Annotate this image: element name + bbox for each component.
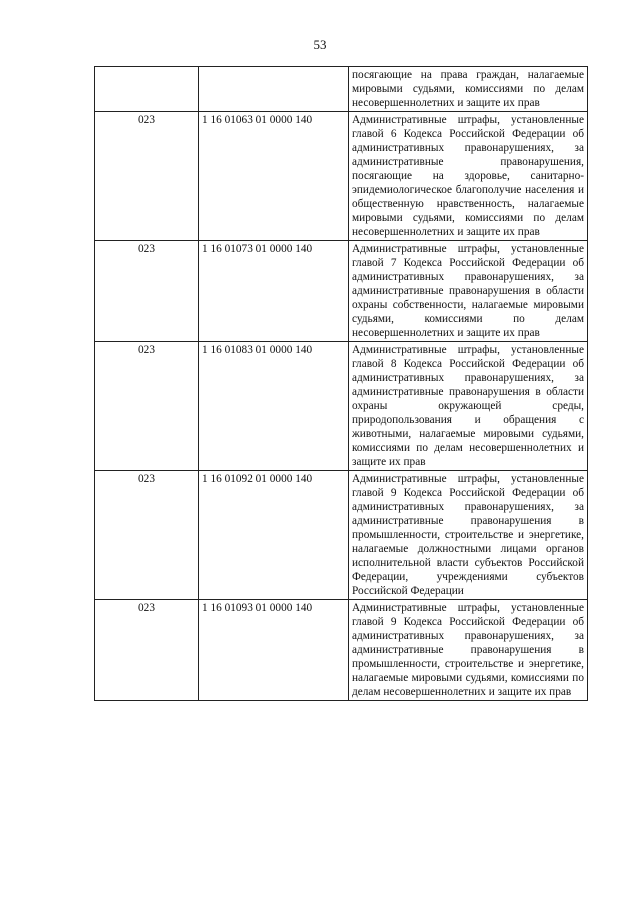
revenue-description-cell: Административные штрафы, установленные главой 7 Кодекса Российской Федерации об административных правонарушениях, за административные правонарушения в области охраны собственности, налагаемые мировыми судьями, комиссиями по делам несовершеннолетних и защите их прав — [349, 241, 588, 342]
admin-code-cell — [95, 67, 199, 112]
admin-code-cell: 023 — [95, 241, 199, 342]
budget-codes-table — [94, 66, 588, 701]
revenue-description-cell: посягающие на права граждан, налагаемые мировыми судьями, комиссиями по делам несовершеннолетних и защите их прав — [349, 67, 588, 112]
table-row — [95, 600, 588, 701]
revenue-code-cell: 1 16 01063 01 0000 140 — [199, 112, 349, 241]
revenue-code-cell: 1 16 01093 01 0000 140 — [199, 600, 349, 701]
revenue-code-cell: 1 16 01083 01 0000 140 — [199, 342, 349, 471]
table-row — [95, 241, 588, 342]
admin-code-cell: 023 — [95, 112, 199, 241]
revenue-description-cell: Административные штрафы, установленные главой 9 Кодекса Российской Федерации об административных правонарушениях, за административные правонарушения в промышленности, строительстве и энергетике, налагаемые должностными лицами органов исполнительной власти субъектов Российской Федерации, учреждениями субъектов Российской Федерации — [349, 471, 588, 600]
revenue-code-cell: 1 16 01073 01 0000 140 — [199, 241, 349, 342]
table-row — [95, 112, 588, 241]
admin-code-cell: 023 — [95, 600, 199, 701]
revenue-code-cell — [199, 67, 349, 112]
page-number: 53 — [313, 37, 327, 52]
revenue-code-cell: 1 16 01092 01 0000 140 — [199, 471, 349, 600]
revenue-description-cell: Административные штрафы, установленные главой 9 Кодекса Российской Федерации об административных правонарушениях, за административные правонарушения в промышленности, строительстве и энергетике, налагаемые мировыми судьями, комиссиями по делам несовершеннолетних и защите их прав — [349, 600, 588, 701]
admin-code-cell: 023 — [95, 342, 199, 471]
table-row — [95, 342, 588, 471]
table-row — [95, 67, 588, 112]
revenue-description-cell: Административные штрафы, установленные главой 6 Кодекса Российской Федерации об административных правонарушениях, за административные правонарушения, посягающие на здоровье, санитарно-эпидемиологическое благополучие населения и общественную нравственность, налагаемые мировыми судьями, комиссиями по делам несовершеннолетних и защите их прав — [349, 112, 588, 241]
table-row — [95, 471, 588, 600]
admin-code-cell: 023 — [95, 471, 199, 600]
revenue-description-cell: Административные штрафы, установленные главой 8 Кодекса Российской Федерации об административных правонарушениях, за административные правонарушения в области охраны окружающей среды, природопользования и обращения с животными, налагаемые мировыми судьями, комиссиями по делам несовершеннолетних и защите их прав — [349, 342, 588, 471]
